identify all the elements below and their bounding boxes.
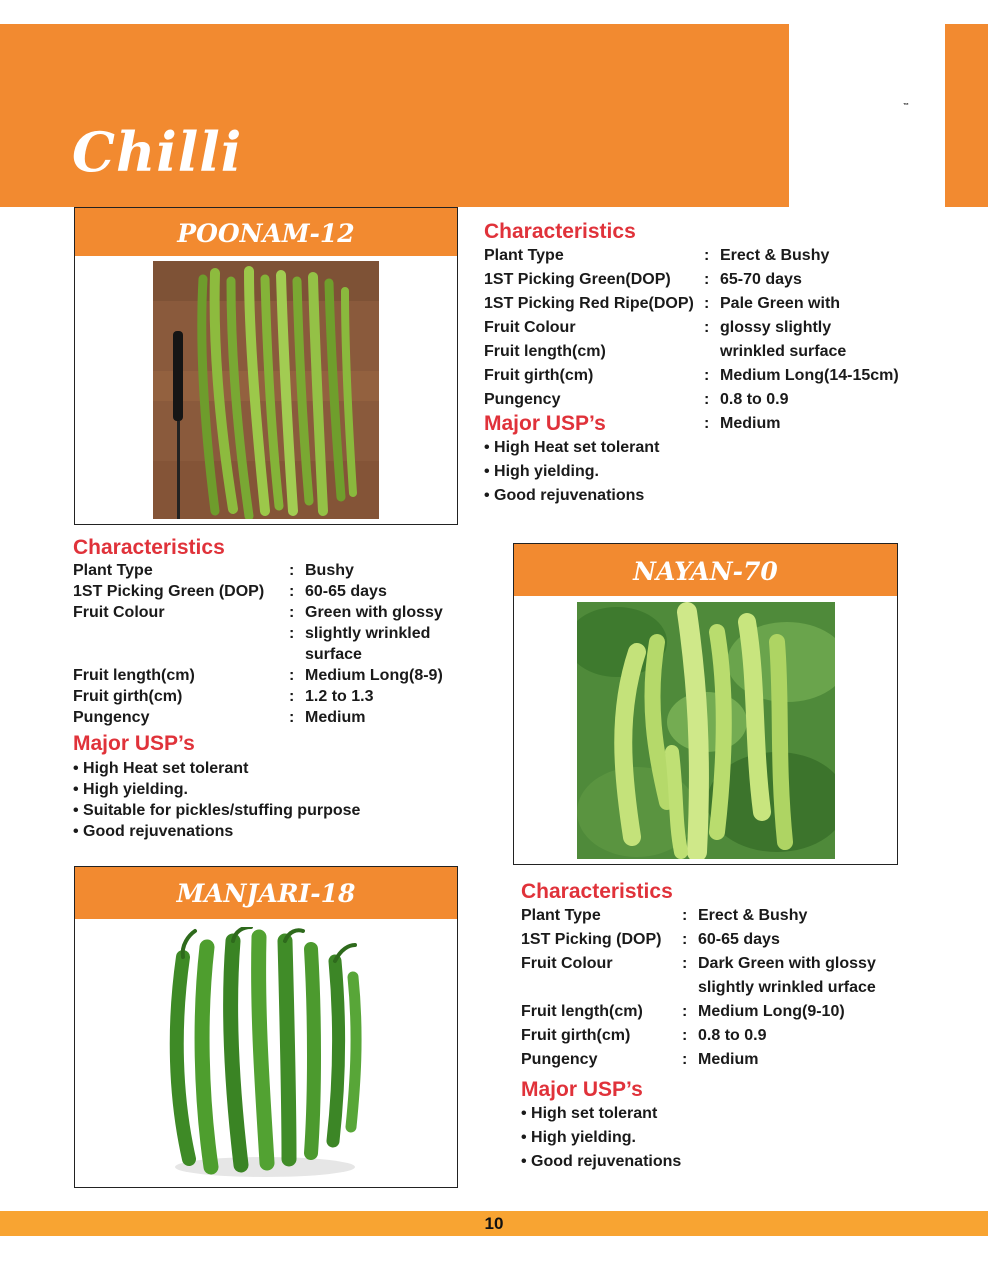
spec-value: Medium [305,709,366,726]
spec-value: glossy slightly [720,319,832,336]
page-number: 10 [484,1214,504,1233]
spec-colon: : [289,562,295,579]
trademark-mark: ™ [903,103,909,109]
poonam-12-chilli-photo [153,261,379,519]
usp-heading: Major USP’s [484,412,606,435]
spec-label: Pungency [73,709,150,726]
spec-colon: : [682,1003,688,1020]
page-title: Chilli [72,120,243,184]
spec-colon: : [682,955,688,972]
spec-row [73,560,443,581]
spec-value: Medium [698,1051,759,1068]
spec-label: 1ST Picking Green (DOP) [73,583,265,600]
spec-value: 1.2 to 1.3 [305,688,374,705]
spec-label: Fruit girth(cm) [484,367,594,384]
spec-value: 60-65 days [698,931,780,948]
spec-row [521,928,876,952]
spec-colon: : [704,415,710,432]
spec-colon: : [704,391,710,408]
spec-value: Pale Green with [720,295,841,312]
spec-colon: : [682,1051,688,1068]
usp-item: • High Heat set tolerant [484,439,660,456]
usp-item: • Good rejuvenations [73,823,234,840]
spec-label: Fruit girth(cm) [521,1027,631,1044]
spec-colon [682,976,698,1000]
spec-value: 0.8 to 0.9 [720,391,789,408]
spec-label: 1ST Picking Green(DOP) [484,271,671,288]
spec-label: 1ST Picking Red Ripe(DOP) [484,295,694,312]
spec-row [484,340,899,364]
spec-label: Fruit length(cm) [484,343,606,360]
usp-item: • High yielding. [484,463,599,480]
spec-value: Bushy [305,562,354,579]
spec-label: Fruit length(cm) [73,667,195,684]
spec-value: Green with glossy [305,604,443,621]
spec-value: Medium [720,415,781,432]
spec-row [521,1000,876,1024]
spec-colon: : [289,709,295,726]
spec-colon: : [289,583,295,600]
spec-colon: : [289,604,295,621]
spec-value: Dark Green with glossy [698,955,876,972]
characteristics-heading: Characteristics [484,220,636,243]
spec-row [73,686,443,707]
spec-label: Fruit girth(cm) [73,688,183,705]
characteristics-heading: Characteristics [521,880,673,903]
spec-value: Medium Long(14-15cm) [720,367,899,384]
product-name-bar: MANJARI-18 [75,867,457,919]
product-card-nayan-70 [513,543,898,865]
spec-row [73,602,443,623]
spec-value: slightly wrinkled [305,625,431,642]
spec-row [484,364,899,388]
characteristics-heading: Characteristics [73,536,225,559]
spec-value: Erect & Bushy [720,247,830,264]
spec-value: Medium Long(8-9) [305,667,443,684]
product-card-poonam-12 [74,207,458,525]
header-right-strip [945,24,988,207]
manjari-18-characteristics [521,880,876,1174]
manjari-18-chilli-photo [155,927,375,1182]
spec-colon: : [289,625,295,642]
spec-label [73,644,289,665]
usp-item: • Suitable for pickles/stuffing purpose [73,802,361,819]
spec-row [484,268,899,292]
product-name-bar: POONAM-12 [75,208,457,256]
spec-row [521,952,876,976]
spec-value: Medium Long(9-10) [698,1003,845,1020]
product-name-bar: NAYAN-70 [514,544,897,596]
nayan-70-characteristics [73,536,443,842]
spec-row [73,665,443,686]
spec-value: Erect & Bushy [698,907,808,924]
spec-label: 1ST Picking (DOP) [521,931,662,948]
spec-colon: : [682,1027,688,1044]
spec-row [73,623,443,644]
spec-value: slightly wrinkled urface [698,979,876,996]
usp-heading: Major USP’s [521,1078,643,1101]
spec-label: Plant Type [73,562,153,579]
spec-colon [704,340,720,364]
product-card-manjari-18 [74,866,458,1188]
spec-colon: : [704,247,710,264]
spec-label: Fruit Colour [521,955,613,972]
spec-value: 60-65 days [305,583,387,600]
spec-row [484,244,899,268]
usp-item: • High yielding. [73,781,188,798]
spec-label: Pungency [521,1051,598,1068]
spec-label: Fruit Colour [73,604,165,621]
spec-colon: : [682,931,688,948]
spec-colon: : [704,319,710,336]
spec-colon [289,644,305,665]
usp-item: • Good rejuvenations [521,1153,682,1170]
spec-row [484,316,899,340]
spec-colon: : [289,688,295,705]
spec-row [704,412,780,436]
spec-row [521,1048,876,1072]
spec-row [73,707,443,728]
spec-row [73,581,443,602]
usp-item: • High set tolerant [521,1105,658,1122]
spec-colon: : [704,367,710,384]
spec-row [484,388,899,412]
usp-item: • High yielding. [521,1129,636,1146]
spec-colon: : [289,667,295,684]
spec-value: wrinkled surface [720,343,847,360]
spec-label [73,623,289,644]
spec-row [521,1024,876,1048]
spec-colon: : [704,271,710,288]
spec-value: 0.8 to 0.9 [698,1027,767,1044]
spec-colon: : [704,295,710,312]
spec-label: Fruit length(cm) [521,1003,643,1020]
spec-row [521,904,876,928]
spec-label: Plant Type [484,247,564,264]
spec-label: Plant Type [521,907,601,924]
spec-colon: : [682,907,688,924]
nayan-70-chilli-photo [577,602,835,859]
poonam-12-characteristics [484,220,899,508]
spec-value: surface [305,646,362,663]
spec-row [521,976,876,1000]
spec-label: Fruit Colour [484,319,576,336]
usp-heading: Major USP’s [73,732,195,755]
usp-item: • High Heat set tolerant [73,760,249,777]
usp-item: • Good rejuvenations [484,487,645,504]
spec-row [484,292,899,316]
spec-value: 65-70 days [720,271,802,288]
spec-row [73,644,443,665]
spec-label [521,976,682,1000]
spec-label: Pungency [484,391,561,408]
